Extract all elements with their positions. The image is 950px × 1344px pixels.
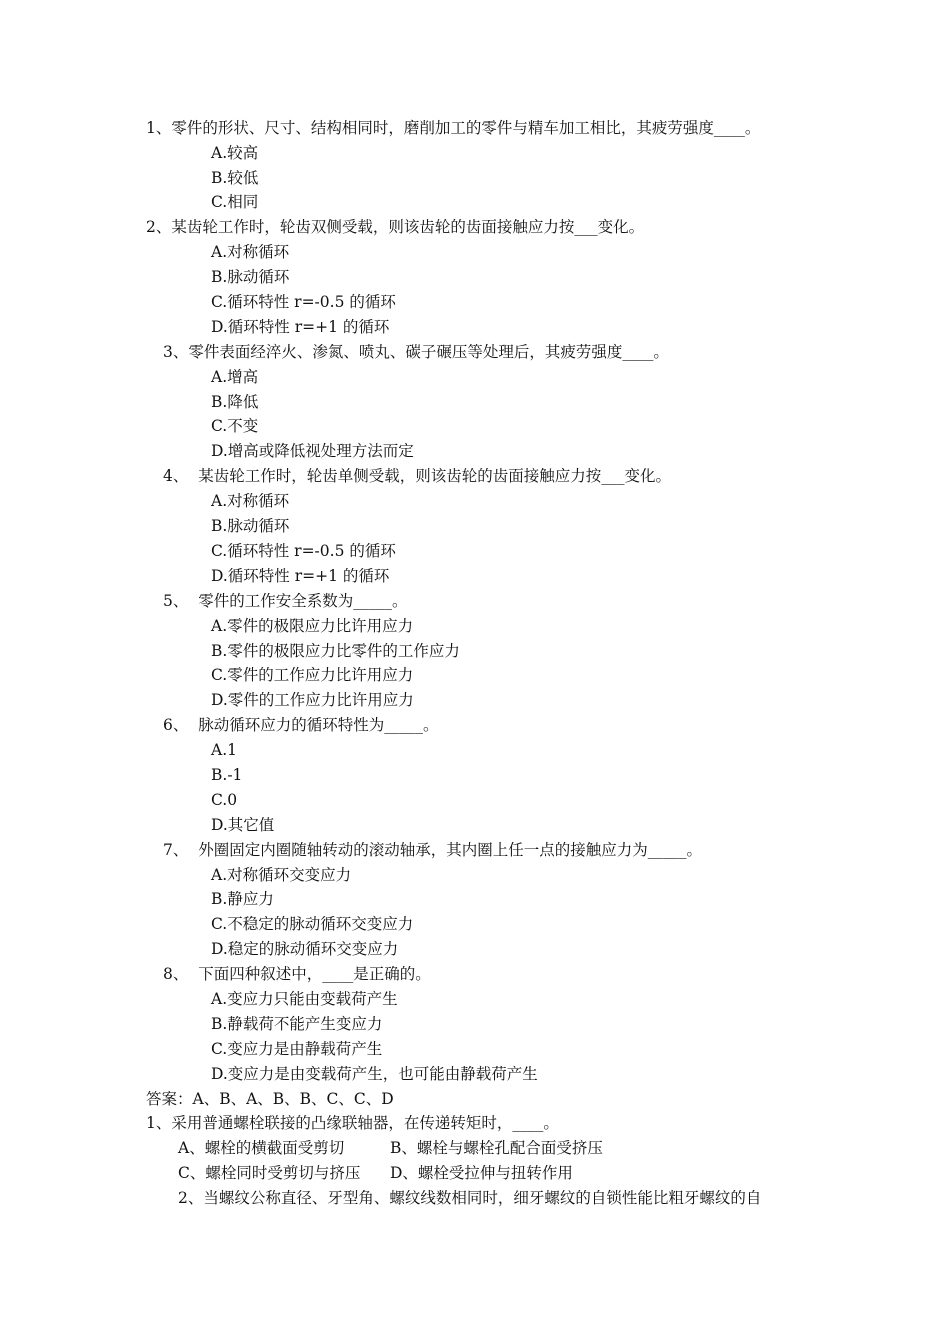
question-2-option-d: D.循环特性 r=+1 的循环 <box>211 318 390 336</box>
question-7-option-d: D.稳定的脉动循环交变应力 <box>211 940 399 958</box>
question-3-option-d: D.增高或降低视处理方法而定 <box>211 442 414 460</box>
part2-question-1-option-c: C、螺栓同时受剪切与挤压 <box>178 1164 361 1182</box>
part2-question-1-stem: 1、采用普通螺栓联接的凸缘联轴器，在传递转矩时，____。 <box>146 1114 559 1132</box>
question-1-option-c: C.相同 <box>211 193 259 211</box>
question-5-option-b: B.零件的极限应力比零件的工作应力 <box>211 642 460 660</box>
question-5-option-c: C.零件的工作应力比许用应力 <box>211 666 414 684</box>
question-8-stem: 8、 下面四种叙述中，____是正确的。 <box>163 965 431 983</box>
question-8-option-c: C.变应力是由静载荷产生 <box>211 1040 383 1058</box>
answer-key: 答案：A、B、A、B、B、C、C、D <box>146 1090 394 1108</box>
question-1-stem: 1、零件的形状、尺寸、结构相同时，磨削加工的零件与精车加工相比，其疲劳强度____。 <box>146 119 761 137</box>
question-1-option-a: A.较高 <box>211 144 259 162</box>
question-8-option-d: D.变应力是由变载荷产生，也可能由静载荷产生 <box>211 1065 538 1083</box>
question-7-option-a: A.对称循环交变应力 <box>211 866 352 884</box>
question-3-option-a: A.增高 <box>211 368 259 386</box>
part2-question-1-option-b: B、螺栓与螺栓孔配合面受挤压 <box>390 1139 603 1157</box>
question-4-option-d: D.循环特性 r=+1 的循环 <box>211 567 390 585</box>
part2-question-2-stem: 2、当螺纹公称直径、牙型角、螺纹线数相同时，细牙螺纹的自锁性能比粗牙螺纹的自 <box>178 1189 762 1207</box>
question-8-option-a: A.变应力只能由变载荷产生 <box>211 990 398 1008</box>
question-3-option-b: B.降低 <box>211 393 259 411</box>
question-6-stem: 6、 脉动循环应力的循环特性为_____。 <box>163 716 439 734</box>
question-2-option-a: A.对称循环 <box>211 243 290 261</box>
question-5-option-d: D.零件的工作应力比许用应力 <box>211 691 414 709</box>
question-6-option-a: A.1 <box>211 741 237 759</box>
question-4-stem: 4、 某齿轮工作时，轮齿单侧受载，则该齿轮的齿面接触应力按___变化。 <box>163 467 671 485</box>
question-7-option-b: B.静应力 <box>211 890 274 908</box>
question-3-stem: 3、零件表面经淬火、渗氮、喷丸、碳子碾压等处理后，其疲劳强度____。 <box>163 343 669 361</box>
question-4-option-c: C.循环特性 r=-0.5 的循环 <box>211 542 396 560</box>
question-4-option-a: A.对称循环 <box>211 492 290 510</box>
question-5-option-a: A.零件的极限应力比许用应力 <box>211 617 414 635</box>
question-6-option-c: C.0 <box>211 791 238 809</box>
question-6-option-d: D.其它值 <box>211 816 275 834</box>
question-7-option-c: C.不稳定的脉动循环交变应力 <box>211 915 414 933</box>
question-2-option-c: C.循环特性 r=-0.5 的循环 <box>211 293 396 311</box>
question-5-stem: 5、 零件的工作安全系数为_____。 <box>163 592 408 610</box>
question-4-option-b: B.脉动循环 <box>211 517 290 535</box>
part2-question-1-option-a: A、螺栓的横截面受剪切 <box>178 1139 345 1157</box>
part2-question-1-option-d: D、螺栓受拉伸与扭转作用 <box>390 1164 573 1182</box>
question-7-stem: 7、 外圈固定内圈随轴转动的滚动轴承，其内圈上任一点的接触应力为_____。 <box>163 841 702 859</box>
question-2-option-b: B.脉动循环 <box>211 268 290 286</box>
question-8-option-b: B.静载荷不能产生变应力 <box>211 1015 383 1033</box>
question-6-option-b: B.-1 <box>211 766 243 784</box>
question-3-option-c: C.不变 <box>211 417 259 435</box>
question-2-stem: 2、某齿轮工作时，轮齿双侧受载，则该齿轮的齿面接触应力按___变化。 <box>146 218 645 236</box>
question-1-option-b: B.较低 <box>211 169 259 187</box>
